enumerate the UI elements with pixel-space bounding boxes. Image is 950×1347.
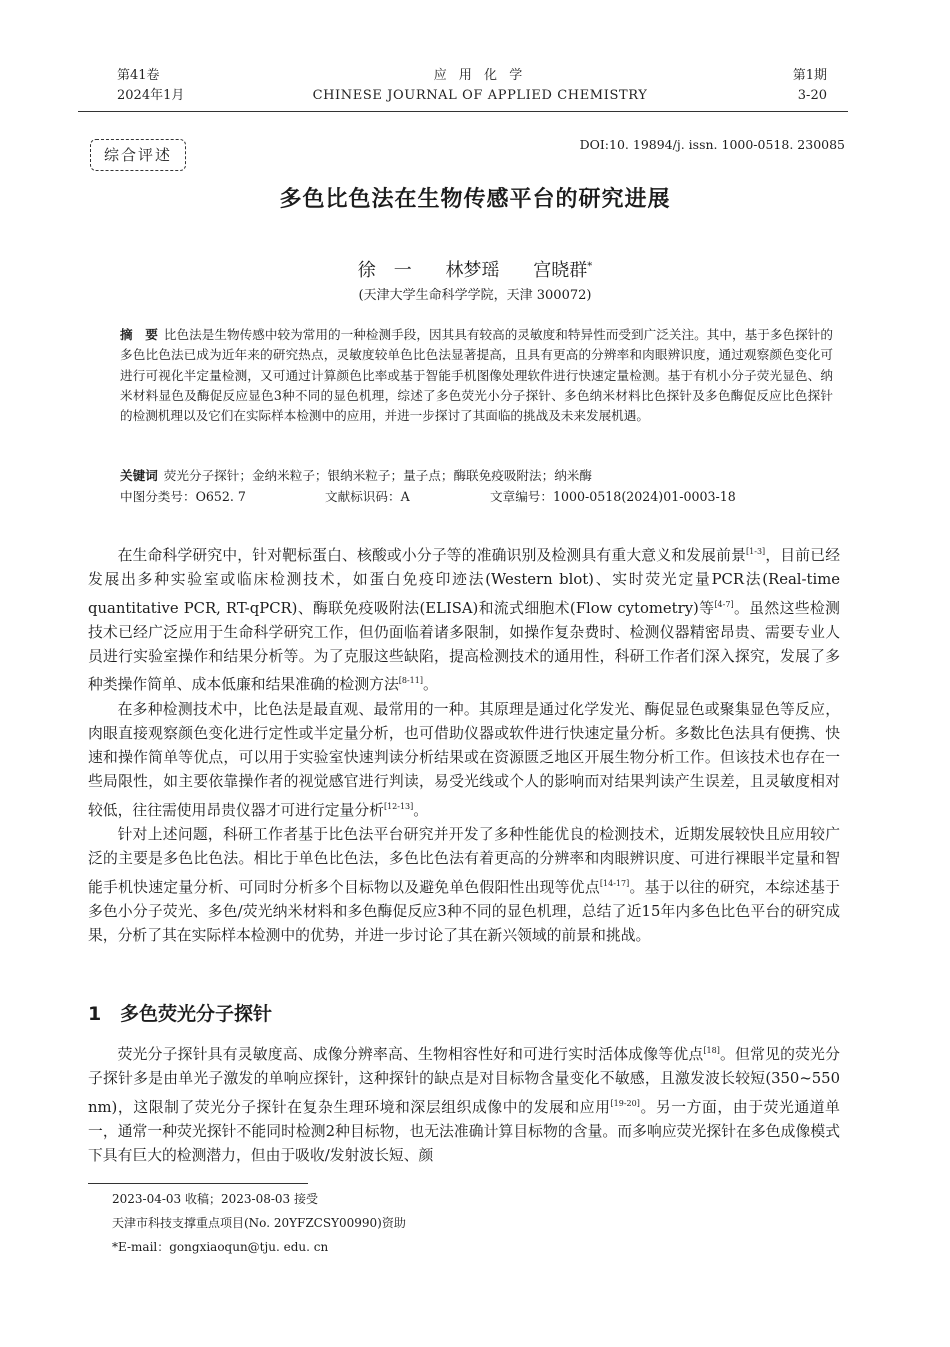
p1-text-b: ，目前已经发展出多种实验室或临床检测技术，如蛋白免疫印迹法(Western blot)、实时荧光定量PCR法(Real-time quantitative PCR, RT-qPCR)、酶联免疫吸附法(ELISA)和流式细胞术(Flow cytometry)等	[88, 546, 840, 617]
author-3	[533, 260, 592, 281]
paragraph-1	[88, 540, 840, 698]
issue: 第1期	[792, 68, 827, 83]
abstract	[120, 325, 833, 426]
clc-number: 中图分类号：O652. 7	[120, 489, 246, 504]
section-number: 1	[88, 1003, 102, 1025]
keywords-label: 关键词	[120, 468, 158, 483]
p1-text-a: 在生命科学研究中，针对靶标蛋白、核酸或小分子等的准确识别及检测具有重大意义和发展前景	[117, 546, 747, 564]
paragraph-3	[88, 823, 840, 948]
page-range: 3-20	[797, 88, 827, 103]
header-volume-block	[117, 66, 277, 106]
paragraph-2	[88, 698, 840, 823]
section-title: 多色荧光分子探针	[120, 1003, 273, 1025]
volume: 第41卷	[117, 68, 160, 83]
citation[interactable]: [1-3]	[746, 547, 766, 556]
p3-text-b: 。基于以往的研究，本综述基于多色小分子荧光、多色/荧光纳米材料和多色酶促反应3种不同的显色机理，总结了近15年内多色比色平台的研究成果，分析了其在实际样本检测中的优势，并进一步讨论了其在新兴领域的前景和挑战。	[88, 878, 840, 945]
p4-text-b: 。但常见的荧光分子探针多是由单光子激发的单响应探针，这种探针的缺点是对目标物含量变化不敏感，且激发波长较短(350~550 nm)，这限制了荧光分子探针在复杂生理环境和深层组织成像中的发展和应用	[88, 1045, 840, 1116]
corresponding-mark: *	[587, 261, 593, 272]
citation[interactable]: [4-7]	[714, 599, 734, 609]
authors	[80, 254, 870, 284]
paragraph-4	[88, 1039, 840, 1168]
footnote-received: 2023-04-03 收稿；2023-08-03 接受	[112, 1192, 319, 1206]
article-number: 文章编号：1000-0518(2024)01-0003-18	[490, 489, 736, 504]
citation[interactable]: [18]	[703, 1046, 720, 1055]
header-rule	[78, 111, 848, 112]
journal-name-en: CHINESE JOURNAL OF APPLIED CHEMISTRY	[312, 88, 648, 103]
abstract-text: 比色法是生物传感中较为常用的一种检测手段，因其具有较高的灵敏度和特异性而受到广泛关注。其中，基于多色探针的多色比色法已成为近年来的研究热点，灵敏度较单色比色法显著提高，且具有更高的分辨率和肉眼辨识度，通过观察颜色变化可进行可视化半定量检测，又可通过计算颜色比率或基于智能手机图像处理软件进行快速定量检测。基于有机小分子荧光显色、纳米材料显色及酶促反应显色3种不同的显色机理，综述了多色荧光小分子探针、多色纳米材料比色探针及多色酶促反应比色探针的检测机理以及它们在实际样本检测中的应用，并进一步探讨了其面临的挑战及未来发展机遇。	[120, 327, 834, 424]
section-heading	[88, 1000, 840, 1028]
citation[interactable]: [8-11]	[398, 676, 423, 686]
journal-name-cn: 应 用 化 学	[433, 68, 527, 83]
p2-text-b: 。	[413, 801, 429, 819]
citation[interactable]: [14-17]	[599, 878, 630, 888]
footnote-rule	[88, 1183, 308, 1184]
intro-body	[88, 540, 840, 948]
citation[interactable]: [19-20]	[610, 1098, 640, 1108]
affiliation: (天津大学生命科学学院，天津 300072)	[358, 288, 592, 303]
document-code: 文献标识码：A	[325, 489, 410, 504]
p2-text-a: 在多种检测技术中，比色法是最直观、最常用的一种。其原理是通过化学发光、酶促显色或聚集显色等反应，肉眼直接观察颜色变化进行定性或半定量分析，也可借助仪器或软件进行快速定量分析。多数比色法具有便携、快速和操作简单等优点，可以用于实验室快速判读分析结果或在资源匮乏地区开展生物分析工作。但该技术也存在一些局限性，如主要依靠操作者的视觉感官进行判读，易受光线或个人的影响而对结果判读产生误差，且灵敏度相对较低，往往需使用昂贵仪器才可进行定量分析	[88, 700, 840, 819]
review-badge: 综合评述	[90, 139, 186, 171]
p4-text-a: 荧光分子探针具有灵敏度高、成像分辨率高、生物相容性好和可进行实时活体成像等优点	[117, 1045, 704, 1063]
section-body	[88, 1039, 840, 1168]
keywords	[120, 466, 833, 486]
classification-line	[120, 487, 833, 507]
author-2: 林梦瑶	[445, 260, 500, 281]
p1-text-d: 。	[422, 676, 438, 694]
abstract-label: 摘 要	[120, 327, 158, 342]
article-title: 多色比色法在生物传感平台的研究进展	[279, 187, 671, 212]
header-journal-block	[300, 66, 660, 106]
citation[interactable]: [12-13]	[383, 801, 414, 811]
p3-text-a: 针对上述问题，科研工作者基于比色法平台研究并开发了多种性能优良的检测技术，近期发展较快且应用较广泛的主要是多色比色法。相比于单色比色法，多色比色法有着更高的分辨率和肉眼辨识度、可进行裸眼半定量和智能手机快速定量分析、可同时分析多个目标物以及避免单色假阳性出现等优点	[88, 825, 840, 896]
doi: DOI:10. 19894/j. issn. 1000-0518. 230085	[579, 137, 845, 152]
keywords-text: 荧光分子探针；金纳米粒子；银纳米粒子；量子点；酶联免疫吸附法；纳米酶	[163, 468, 592, 483]
footnote-email[interactable]: *E-mail：gongxiaoqun@tju. edu. cn	[112, 1240, 329, 1254]
author-3-name: 宫晓群	[533, 260, 588, 281]
p4-text-c: 。另一方面，由于荧光通道单一，通常一种荧光探针不能同时检测2种目标物，也无法准确计算目标物的含量。而多响应荧光探针在多色成像模式下具有巨大的检测潜力，但由于吸收/发射波长短、颜	[88, 1098, 840, 1165]
p1-text-c: 。虽然这些检测技术已经广泛应用于生命科学研究工作，但仍面临着诸多限制，如操作复杂费时、检测仪器精密昂贵、需要专业人员进行实验室操作和结果分析等。为了克服这些缺陷，提高检测技术的通用性，科研工作者们深入探究，发展了多种类操作简单、成本低廉和结果准确的检测方法	[88, 599, 840, 694]
footnote-funding: 天津市科技支撑重点项目(No. 20YFZCSY00990)资助	[112, 1216, 406, 1230]
header-issue-block	[680, 66, 827, 106]
author-1: 徐 一	[357, 260, 412, 281]
publication-date: 2024年1月	[117, 88, 185, 103]
